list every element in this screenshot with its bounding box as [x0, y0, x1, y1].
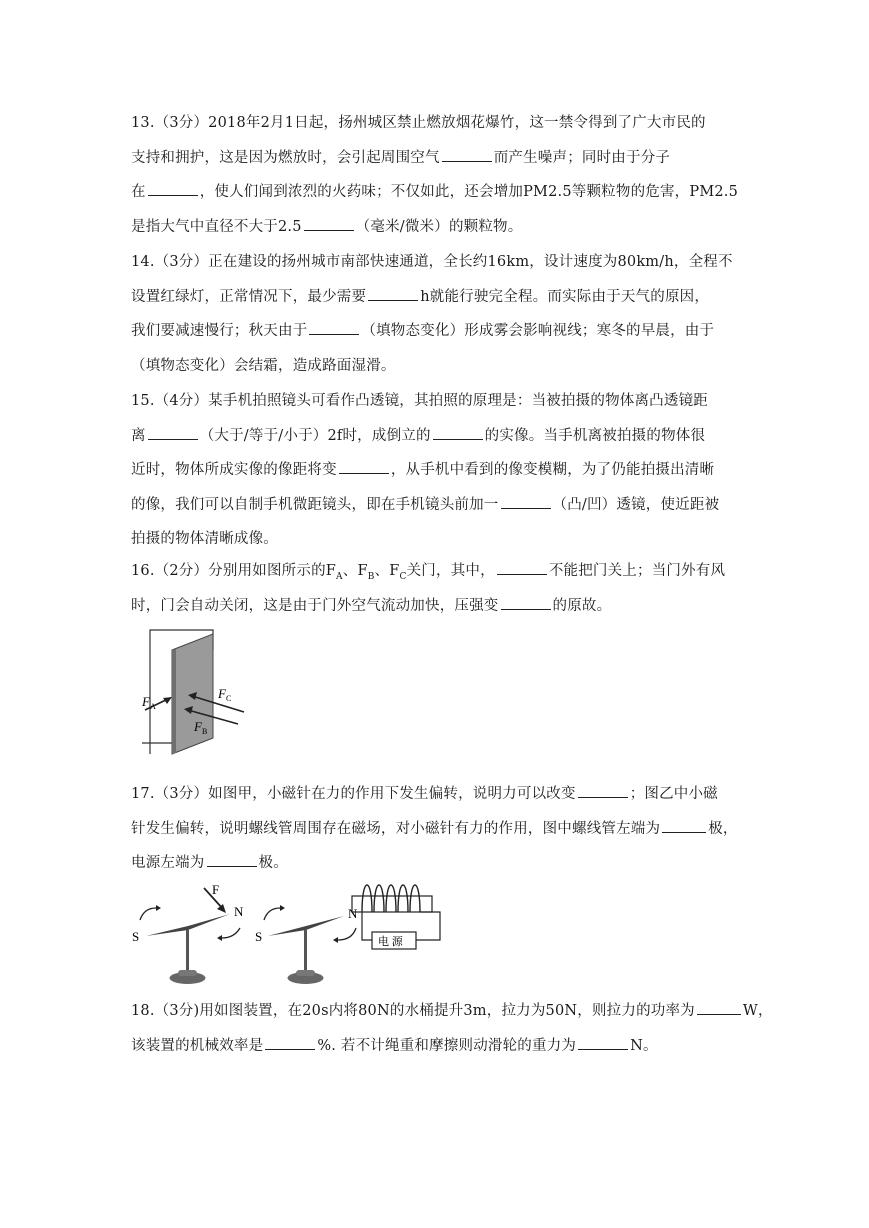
q16-text: 不能把门关上；当门外有风	[548, 563, 726, 579]
q18-line-1	[131, 994, 773, 1029]
q18-text: 18.（3分)用如图装置，在20s内将80N的水桶提升3m，拉力为50N，则拉力的功率为	[131, 1003, 695, 1019]
question-16	[131, 554, 741, 623]
arrowhead-icon	[333, 937, 338, 943]
q17-text: 电源左端为	[131, 855, 205, 871]
q14-text: 我们要减速慢行；秋天由于	[131, 323, 308, 339]
door-edge	[172, 649, 176, 754]
q16-text: 关门，其中，	[406, 563, 495, 579]
q17-text: 针发生偏转，说明螺线管周围存在磁场，对小磁针有力的作用，图中螺线管左端为	[131, 820, 661, 837]
q15-text: 的实像。当手机离被拍摄的物体很	[484, 427, 706, 444]
answer-blank[interactable]	[148, 181, 198, 196]
answer-blank[interactable]	[207, 852, 257, 867]
stand-pole	[304, 930, 307, 976]
rotation-arrow-icon	[140, 908, 156, 920]
subscript-c: C	[399, 571, 407, 582]
answer-blank[interactable]	[501, 494, 551, 509]
q18-line-2	[131, 1029, 741, 1064]
arrowhead-icon	[217, 904, 226, 913]
label-fb: F	[194, 719, 202, 734]
q13-text: 是指大气中直径不大于2.5	[131, 218, 302, 235]
q13-text: 支持和拥护，这是因为燃放时，会引起周围空气	[131, 149, 440, 166]
q17-line-2	[131, 812, 741, 847]
power-source-label: 电 源	[378, 936, 403, 948]
q16-line-1	[131, 554, 741, 589]
q15-line-3	[131, 453, 741, 488]
label-fa: F	[142, 694, 150, 709]
answer-blank[interactable]	[501, 595, 551, 610]
question-17	[131, 777, 741, 881]
arrowhead-icon	[217, 935, 222, 941]
label-f: F	[212, 882, 220, 897]
q14-text: h就能行驶完全程。而实际由于天气的原因，	[420, 288, 710, 305]
q17-text: ；图乙中小磁	[629, 786, 718, 802]
subscript-a: A	[336, 571, 343, 582]
stand-base-top	[296, 970, 315, 976]
q15-text: 的像，我们可以自制手机微距镜头，即在手机镜头前加一	[131, 496, 499, 513]
question-13	[131, 106, 741, 244]
q14-text: （填物态变化）形成雾会影响视线；寒冬的早晨，由于	[361, 323, 715, 339]
compass-b	[255, 885, 440, 984]
q17-text: 极。	[258, 855, 288, 871]
circuit-wire	[416, 912, 440, 940]
q14-line-2	[131, 280, 741, 315]
question-14	[131, 245, 741, 383]
answer-blank[interactable]	[265, 1035, 315, 1050]
label-s: S	[255, 929, 263, 944]
rotation-arrow-icon	[222, 928, 240, 938]
q18-text: %. 若不计绳重和摩擦则动滑轮的重力为	[317, 1037, 577, 1054]
q13-text: ，使人们闻到浓烈的火药味；不仅如此，还会增加PM2.5等颗粒物的危害，PM2.5	[199, 184, 739, 200]
label-n: N	[348, 906, 358, 921]
q15-text: （大于/等于/小于）2f时，成倒立的	[199, 427, 431, 444]
q16-text: 、F	[374, 563, 400, 579]
q13-line-1: 13.（3分）2018年2月1日起，扬州城区禁止燃放烟花爆竹，这一禁令得到了广大市民的	[131, 115, 706, 131]
q13-line-3	[131, 175, 741, 210]
q15-line-5: 拍摄的物体清晰成像。	[131, 531, 278, 547]
q15-line-2	[131, 419, 741, 454]
q16-text: 的原故。	[552, 597, 612, 614]
answer-blank[interactable]	[662, 818, 706, 833]
door-force-figure	[140, 626, 250, 766]
q17-line-3	[131, 846, 741, 881]
solenoid-coil	[362, 885, 420, 912]
label-fa-sub: A	[150, 702, 156, 711]
answer-blank[interactable]	[578, 783, 628, 798]
question-18	[131, 994, 773, 1063]
q13-line-4	[131, 210, 741, 245]
answer-blank[interactable]	[697, 1000, 741, 1015]
label-fc: F	[218, 686, 226, 701]
question-15	[131, 384, 741, 557]
q18-text: N。	[630, 1037, 658, 1054]
label-s: S	[132, 929, 140, 944]
answer-blank[interactable]	[148, 425, 198, 440]
q15-text: 近时，物体所成实像的像距将变	[131, 462, 337, 478]
q15-text: ，从手机中看到的像变模糊，为了仍能拍摄出清晰	[390, 462, 715, 478]
q15-line-4	[131, 488, 741, 523]
arrowhead-icon	[280, 905, 285, 911]
rotation-arrow-icon	[338, 928, 356, 940]
answer-blank[interactable]	[368, 286, 418, 301]
q14-line-3	[131, 314, 741, 349]
q15-text: （凸/凹）透镜，使近距被	[552, 496, 720, 513]
rotation-arrow-icon	[264, 908, 280, 920]
q16-text: 时，门会自动关闭，这是由于门外空气流动加快，压强变	[131, 597, 499, 614]
answer-blank[interactable]	[578, 1035, 628, 1050]
q18-text: 该装置的机械效率是	[131, 1037, 264, 1054]
answer-blank[interactable]	[339, 459, 389, 474]
q13-line-2	[131, 141, 741, 176]
q18-text: W，	[742, 1003, 773, 1019]
answer-blank[interactable]	[433, 425, 483, 440]
q15-text: 离	[131, 427, 146, 444]
q14-line-4: （填物态变化）会结霜，造成路面湿滑。	[131, 357, 396, 374]
q17-text: 极，	[708, 820, 738, 837]
q16-text: 16.（2分）分别用如图所示的F	[131, 563, 337, 579]
answer-blank[interactable]	[442, 147, 492, 162]
answer-blank[interactable]	[309, 320, 359, 335]
q14-line-1: 14.（3分）正在建设的扬州城市南部快速通道，全长约16km，设计速度为80km/h，全程不	[131, 254, 733, 270]
q15-line-1: 15.（4分）某手机拍照镜头可看作凸透镜，其拍照的原理是：当被拍摄的物体离凸透镜距	[131, 393, 708, 409]
q13-text: 而产生噪声；同时由于分子	[493, 149, 671, 166]
compass-figures	[130, 882, 450, 990]
compass-a	[132, 882, 244, 984]
q13-text: 在	[131, 184, 146, 200]
q17-text: 17.（3分）如图甲，小磁针在力的作用下发生偏转，说明力可以改变	[131, 786, 576, 802]
label-fb-sub: B	[202, 727, 208, 736]
q14-text: 设置红绿灯，正常情况下，最少需要	[131, 288, 367, 305]
q16-text: 、F	[342, 563, 368, 579]
label-n: N	[234, 904, 244, 919]
subscript-b: B	[367, 571, 375, 582]
label-fc-sub: C	[226, 694, 232, 703]
q16-line-2	[131, 589, 741, 624]
answer-blank[interactable]	[304, 216, 354, 231]
q13-text: （毫米/微米）的颗粒物。	[355, 218, 523, 235]
stand-base-top	[178, 970, 197, 976]
stand-pole	[186, 930, 189, 976]
circuit-wire	[362, 912, 372, 940]
arrowhead-icon	[156, 905, 161, 911]
answer-blank[interactable]	[497, 560, 547, 575]
q17-line-1	[131, 777, 741, 812]
